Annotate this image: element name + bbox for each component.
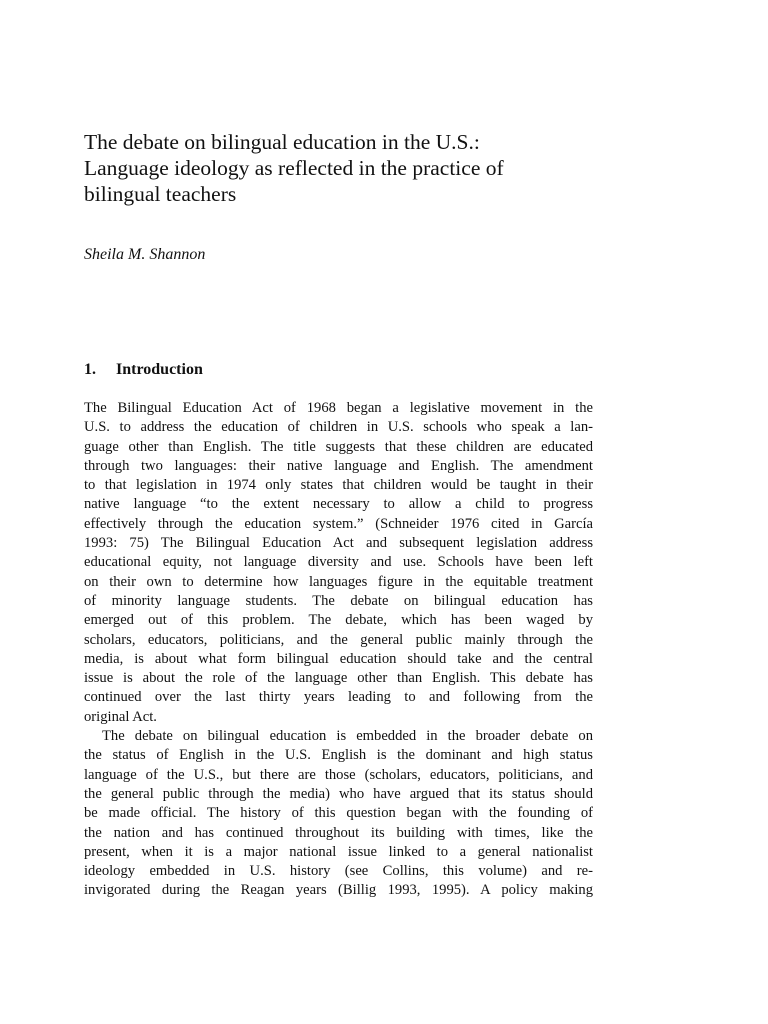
section-heading (84, 360, 203, 380)
body-line: present, when it is a major national issue linked to a general nationalist (84, 843, 593, 860)
body-text (84, 399, 593, 901)
article-title-line: bilingual teachers (84, 182, 237, 206)
body-line: of minority language students. The debate on bilingual education has (84, 592, 593, 609)
article-author: Sheila M. Shannon (84, 246, 206, 263)
body-line: educational equity, not language diversity and use. Schools have been left (84, 554, 593, 571)
article-title (84, 129, 644, 207)
body-line: ideology embedded in U.S. history (see Collins, this volume) and re- (84, 863, 593, 880)
section-title: Introduction (116, 361, 203, 378)
body-line: The debate on bilingual education is embedded in the broader debate on (102, 728, 593, 745)
body-line: through two languages: their native language and English. The amendment (84, 457, 593, 474)
body-line: the nation and has continued throughout its building with times, like the (84, 824, 593, 841)
body-line: the general public through the media) who have argued that its status should (84, 785, 593, 802)
body-line: original Act. (84, 708, 157, 725)
body-line: to that legislation in 1974 only states that children would be taught in their (84, 477, 593, 494)
article-title-line: Language ideology as reflected in the practice of (84, 156, 504, 180)
body-line: continued over the last thirty years leading to and following from the (84, 689, 593, 706)
body-line: U.S. to address the education of children in U.S. schools who speak a lan- (84, 419, 593, 436)
body-line: The Bilingual Education Act of 1968 began a legislative movement in the (84, 400, 593, 416)
body-line: emerged out of this problem. The debate, which has been waged by (84, 612, 593, 629)
body-line: the status of English in the U.S. English is the dominant and high status (84, 747, 593, 764)
body-line: native language “to the extent necessary to allow a child to progress (84, 496, 593, 513)
body-line: effectively through the education system.” (Schneider 1976 cited in García (84, 515, 593, 532)
body-line: scholars, educators, politicians, and the general public mainly through the (84, 631, 593, 648)
article-title-line: The debate on bilingual education in the U.S.: (84, 130, 480, 154)
body-line: on their own to determine how languages figure in the equitable treatment (84, 573, 593, 590)
body-line: invigorated during the Reagan years (Billig 1993, 1995). A policy making (84, 882, 593, 899)
section-number: 1. (84, 361, 96, 378)
body-line: issue is about the role of the language other than English. This debate has (84, 670, 593, 687)
body-line: 1993: 75) The Bilingual Education Act and subsequent legislation address (84, 535, 593, 552)
body-line: language of the U.S., but there are those (scholars, educators, politicians, and (84, 766, 593, 783)
body-line: guage other than English. The title suggests that these children are educated (84, 438, 593, 455)
body-line: be made official. The history of this question began with the founding of (84, 805, 593, 822)
body-line: media, is about what form bilingual education should take and the central (84, 650, 593, 667)
